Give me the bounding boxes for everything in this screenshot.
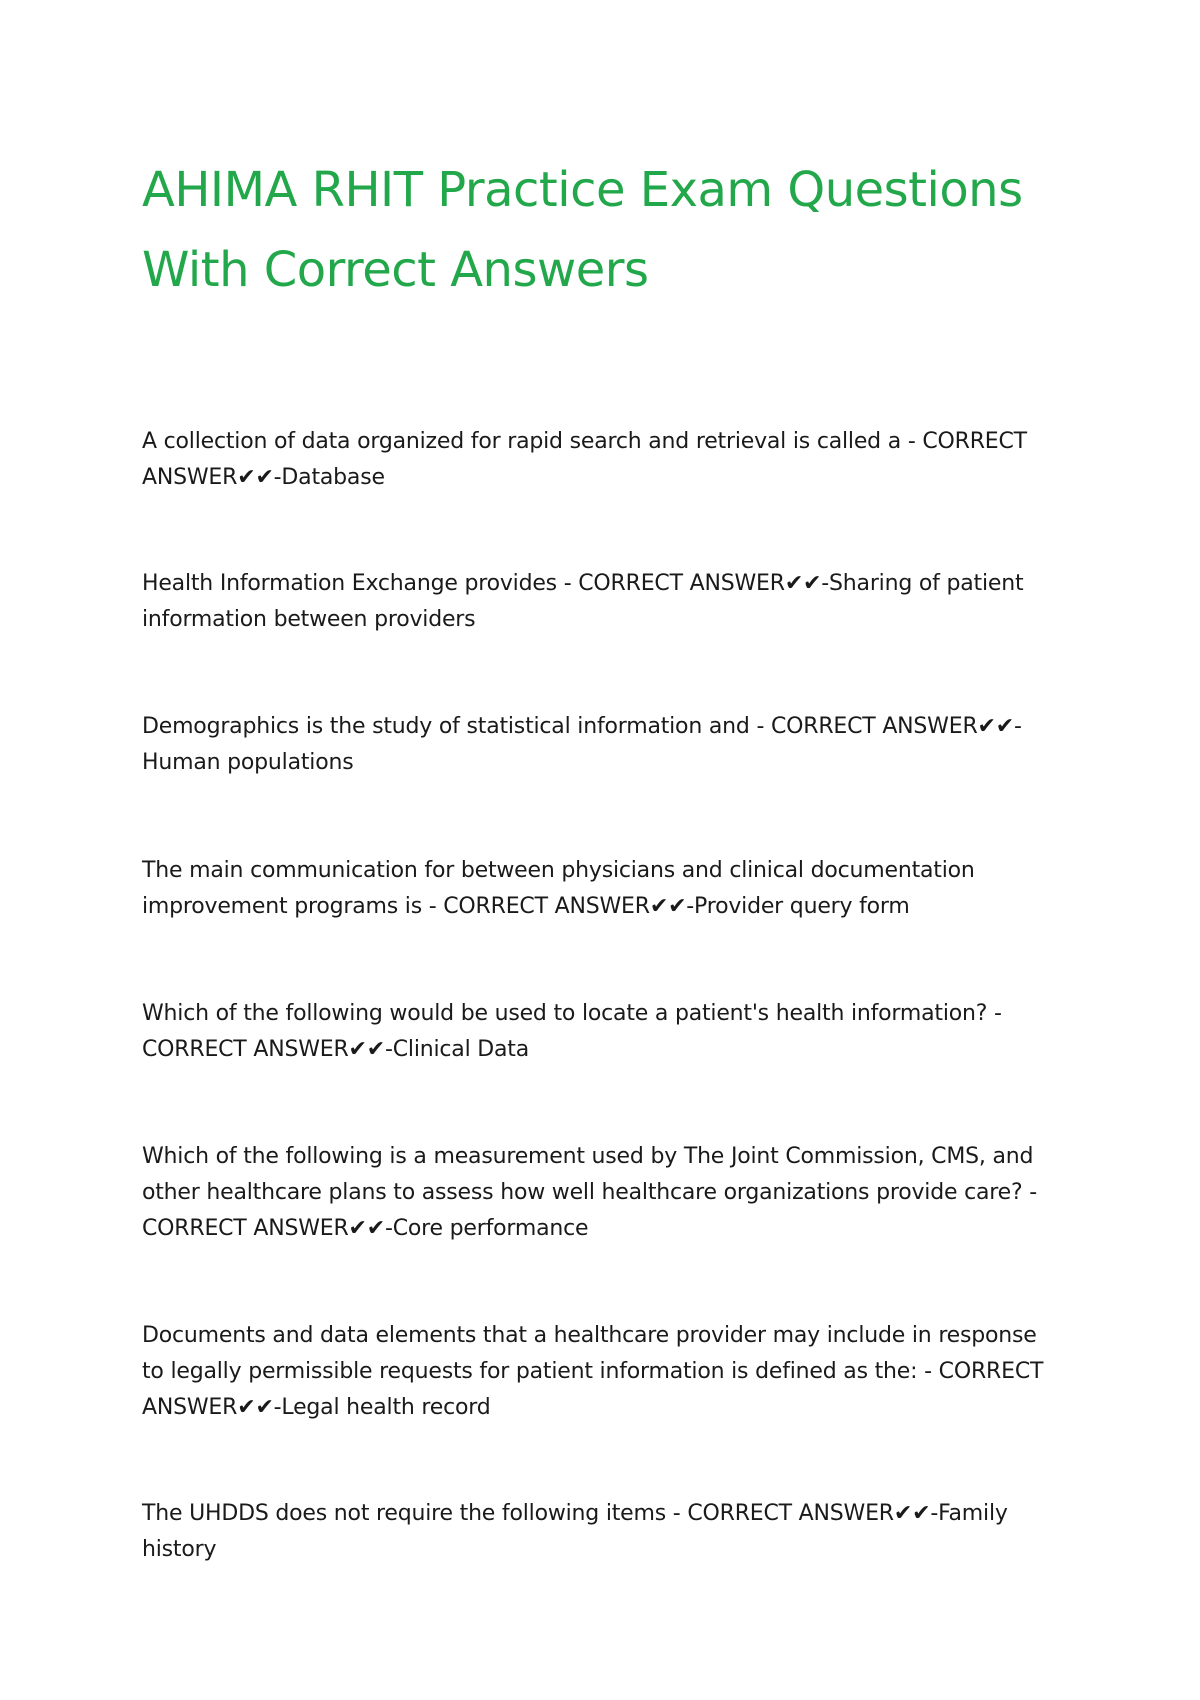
question-answer-item: A collection of data organized for rapid search and retrieval is called a - CORRECT ANSWER✔✔-Database <box>142 429 1027 490</box>
question-answer-item: The UHDDS does not require the following items - CORRECT ANSWER✔✔-Family history <box>142 1501 1008 1562</box>
question-answer-item: Health Information Exchange provides - CORRECT ANSWER✔✔-Sharing of patient information between providers <box>142 571 1024 632</box>
document-title: AHIMA RHIT Practice Exam Questions With Correct Answers <box>142 162 1023 298</box>
question-answer-item: The main communication for between physicians and clinical documentation improvement programs is - CORRECT ANSWER✔✔-Provider query form <box>142 858 975 919</box>
question-answer-item: Demographics is the study of statistical information and - CORRECT ANSWER✔✔-Human populations <box>142 714 1022 775</box>
question-answer-item: Which of the following would be used to locate a patient's health information? - CORRECT ANSWER✔✔-Clinical Data <box>142 1001 1002 1062</box>
question-answer-item: Which of the following is a measurement used by The Joint Commission, CMS, and other healthcare plans to assess how well healthcare organizations provide care? - CORRECT ANSWER✔✔-Core performance <box>142 1144 1037 1241</box>
question-answer-item: Documents and data elements that a healthcare provider may include in response to legally permissible requests for patient information is defined as the: - CORRECT ANSWER✔✔-Legal health record <box>142 1323 1044 1420</box>
